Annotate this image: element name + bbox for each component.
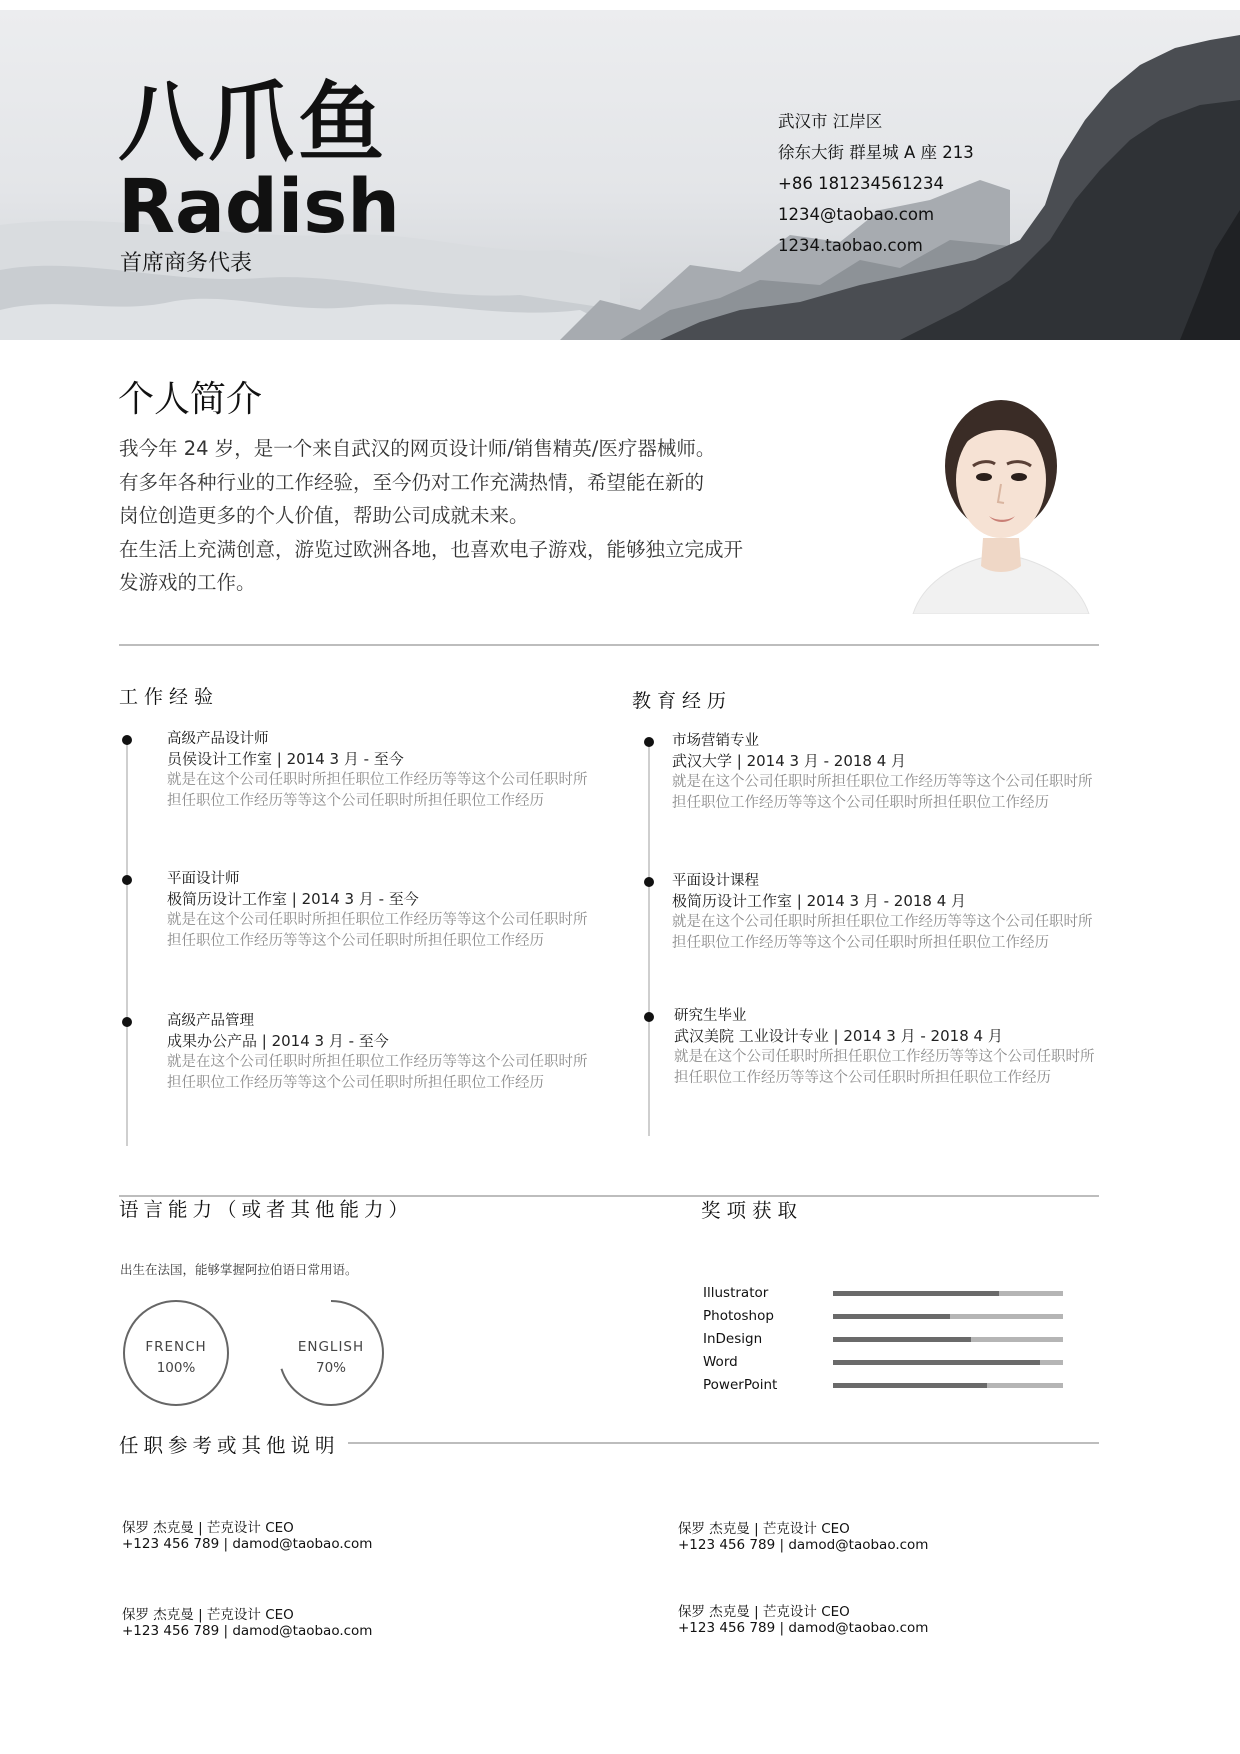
work-desc: 就是在这个公司任职时所担任职位工作经历等等这个公司任职时所担任职位工作经历等等这个公司任职时所担任职位工作经历 bbox=[167, 912, 588, 949]
work-desc: 就是在这个公司任职时所担任职位工作经历等等这个公司任职时所担任职位工作经历等等这个公司任职时所担任职位工作经历 bbox=[167, 772, 588, 809]
timeline-dot bbox=[122, 1017, 132, 1027]
languages-heading: 语言能力（或者其他能力） bbox=[119, 1198, 414, 1221]
reference-name: 保罗 杰克曼 | 芒克设计 CEO bbox=[678, 1604, 850, 1620]
references-heading: 任职参考或其他说明 bbox=[119, 1434, 340, 1457]
awards-heading: 奖项获取 bbox=[701, 1199, 804, 1222]
work-role: 高级产品设计师 bbox=[167, 731, 269, 747]
reference-contact: +123 456 789 | damod@taobao.com bbox=[678, 1537, 929, 1553]
work-org: 成果办公产品 | 2014 3 月 - 至今 bbox=[167, 1032, 389, 1050]
skill-name: Illustrator bbox=[703, 1285, 769, 1301]
skill-row bbox=[703, 1306, 1063, 1329]
job-title: 首席商务代表 bbox=[120, 251, 253, 276]
language-percent: 70% bbox=[315, 1360, 346, 1376]
reference-contact: +123 456 789 | damod@taobao.com bbox=[122, 1536, 373, 1552]
profile-photo bbox=[903, 388, 1099, 614]
reference-name: 保罗 杰克曼 | 芒克设计 CEO bbox=[122, 1520, 294, 1536]
name-english: Radish bbox=[118, 164, 400, 250]
skill-track bbox=[833, 1337, 1063, 1342]
skill-track bbox=[833, 1314, 1063, 1319]
language-note: 出生在法国，能够掌握阿拉伯语日常用语。 bbox=[120, 1262, 358, 1277]
languages-divider bbox=[119, 1195, 1099, 1197]
work-role: 高级产品管理 bbox=[167, 1013, 254, 1029]
intro-line: 我今年 24 岁，是一个来自武汉的网页设计师/销售精英/医疗器械师。 bbox=[119, 437, 716, 460]
timeline-dot bbox=[122, 875, 132, 885]
education-role: 研究生毕业 bbox=[674, 1008, 747, 1024]
education-entry bbox=[672, 731, 1104, 813]
work-entry bbox=[167, 729, 599, 811]
references-divider bbox=[348, 1442, 1099, 1444]
language-name: FRENCH bbox=[145, 1339, 207, 1355]
skill-name: Photoshop bbox=[703, 1308, 774, 1324]
education-org: 武汉美院 工业设计专业 | 2014 3 月 - 2018 4 月 bbox=[674, 1027, 1003, 1045]
reference-name: 保罗 杰克曼 | 芒克设计 CEO bbox=[122, 1607, 294, 1623]
intro-line: 有多年各种行业的工作经验，至今仍对工作充满热情，希望能在新的 bbox=[119, 470, 705, 494]
intro-text bbox=[119, 432, 743, 608]
skill-fill bbox=[833, 1291, 999, 1296]
timeline-dot bbox=[644, 1012, 654, 1022]
timeline-dot bbox=[644, 877, 654, 887]
intro-divider bbox=[119, 644, 1099, 646]
work-timeline-line bbox=[126, 742, 128, 1146]
skill-name: InDesign bbox=[703, 1331, 763, 1347]
contact-website[interactable]: 1234.taobao.com bbox=[778, 236, 923, 255]
education-org: 极简历设计工作室 | 2014 3 月 - 2018 4 月 bbox=[672, 892, 967, 910]
reference-item bbox=[678, 1604, 928, 1636]
work-org: 员侯设计工作室 | 2014 3 月 - 至今 bbox=[167, 750, 404, 768]
timeline-dot bbox=[122, 735, 132, 745]
intro-title: 个人简介 bbox=[118, 379, 263, 420]
reference-item bbox=[678, 1521, 928, 1553]
skill-name: PowerPoint bbox=[703, 1377, 778, 1393]
skill-fill bbox=[833, 1383, 987, 1388]
contact-info bbox=[778, 106, 974, 261]
skill-fill bbox=[833, 1360, 1040, 1365]
education-role: 平面设计课程 bbox=[672, 873, 759, 889]
contact-street: 徐东大街 群星城 A 座 213 bbox=[778, 143, 974, 162]
language-ring bbox=[276, 1298, 386, 1408]
language-name: ENGLISH bbox=[297, 1339, 365, 1355]
timeline-dot bbox=[644, 737, 654, 747]
skill-track bbox=[833, 1383, 1063, 1388]
language-ring bbox=[121, 1298, 231, 1408]
education-desc: 就是在这个公司任职时所担任职位工作经历等等这个公司任职时所担任职位工作经历等等这个公司任职时所担任职位工作经历 bbox=[674, 1049, 1095, 1086]
intro-line: 在生活上充满创意，游览过欧洲各地，也喜欢电子游戏，能够独立完成开发游戏的工作。 bbox=[119, 537, 743, 594]
contact-phone: +86 181234561234 bbox=[778, 174, 945, 193]
name-chinese: 八爪鱼 bbox=[118, 73, 388, 173]
work-desc: 就是在这个公司任职时所担任职位工作经历等等这个公司任职时所担任职位工作经历等等这个公司任职时所担任职位工作经历 bbox=[167, 1054, 588, 1091]
language-percent: 100% bbox=[156, 1360, 196, 1376]
work-entry bbox=[167, 1011, 599, 1093]
skill-track bbox=[833, 1360, 1063, 1365]
skill-track bbox=[833, 1291, 1063, 1296]
education-desc: 就是在这个公司任职时所担任职位工作经历等等这个公司任职时所担任职位工作经历等等这个公司任职时所担任职位工作经历 bbox=[672, 774, 1093, 811]
skill-row bbox=[703, 1283, 1063, 1306]
education-org: 武汉大学 | 2014 3 月 - 2018 4 月 bbox=[672, 752, 907, 770]
work-heading: 工作经验 bbox=[119, 686, 220, 708]
education-timeline-line bbox=[648, 742, 650, 1136]
reference-contact: +123 456 789 | damod@taobao.com bbox=[122, 1623, 373, 1639]
education-entry bbox=[674, 1006, 1106, 1088]
skill-row bbox=[703, 1375, 1063, 1398]
portrait-image bbox=[903, 388, 1099, 614]
reference-name: 保罗 杰克曼 | 芒克设计 CEO bbox=[678, 1521, 850, 1537]
contact-email[interactable]: 1234@taobao.com bbox=[778, 205, 935, 224]
education-entry bbox=[672, 871, 1104, 953]
skill-name: Word bbox=[703, 1354, 738, 1370]
work-org: 极简历设计工作室 | 2014 3 月 - 至今 bbox=[167, 890, 419, 908]
skill-fill bbox=[833, 1337, 971, 1342]
skill-bars bbox=[703, 1283, 1063, 1398]
education-role: 市场营销专业 bbox=[672, 733, 759, 749]
header-banner bbox=[0, 10, 1240, 340]
reference-contact: +123 456 789 | damod@taobao.com bbox=[678, 1620, 929, 1636]
contact-district: 武汉市 江岸区 bbox=[778, 112, 883, 131]
skill-row bbox=[703, 1329, 1063, 1352]
reference-item bbox=[122, 1520, 372, 1552]
work-entry bbox=[167, 869, 599, 951]
skill-row bbox=[703, 1352, 1063, 1375]
education-desc: 就是在这个公司任职时所担任职位工作经历等等这个公司任职时所担任职位工作经历等等这个公司任职时所担任职位工作经历 bbox=[672, 914, 1093, 951]
skill-fill bbox=[833, 1314, 950, 1319]
work-role: 平面设计师 bbox=[167, 871, 240, 887]
reference-item bbox=[122, 1607, 372, 1639]
education-heading: 教育经历 bbox=[632, 690, 733, 712]
intro-line: 岗位创造更多的个人价值，帮助公司成就未来。 bbox=[119, 504, 529, 527]
